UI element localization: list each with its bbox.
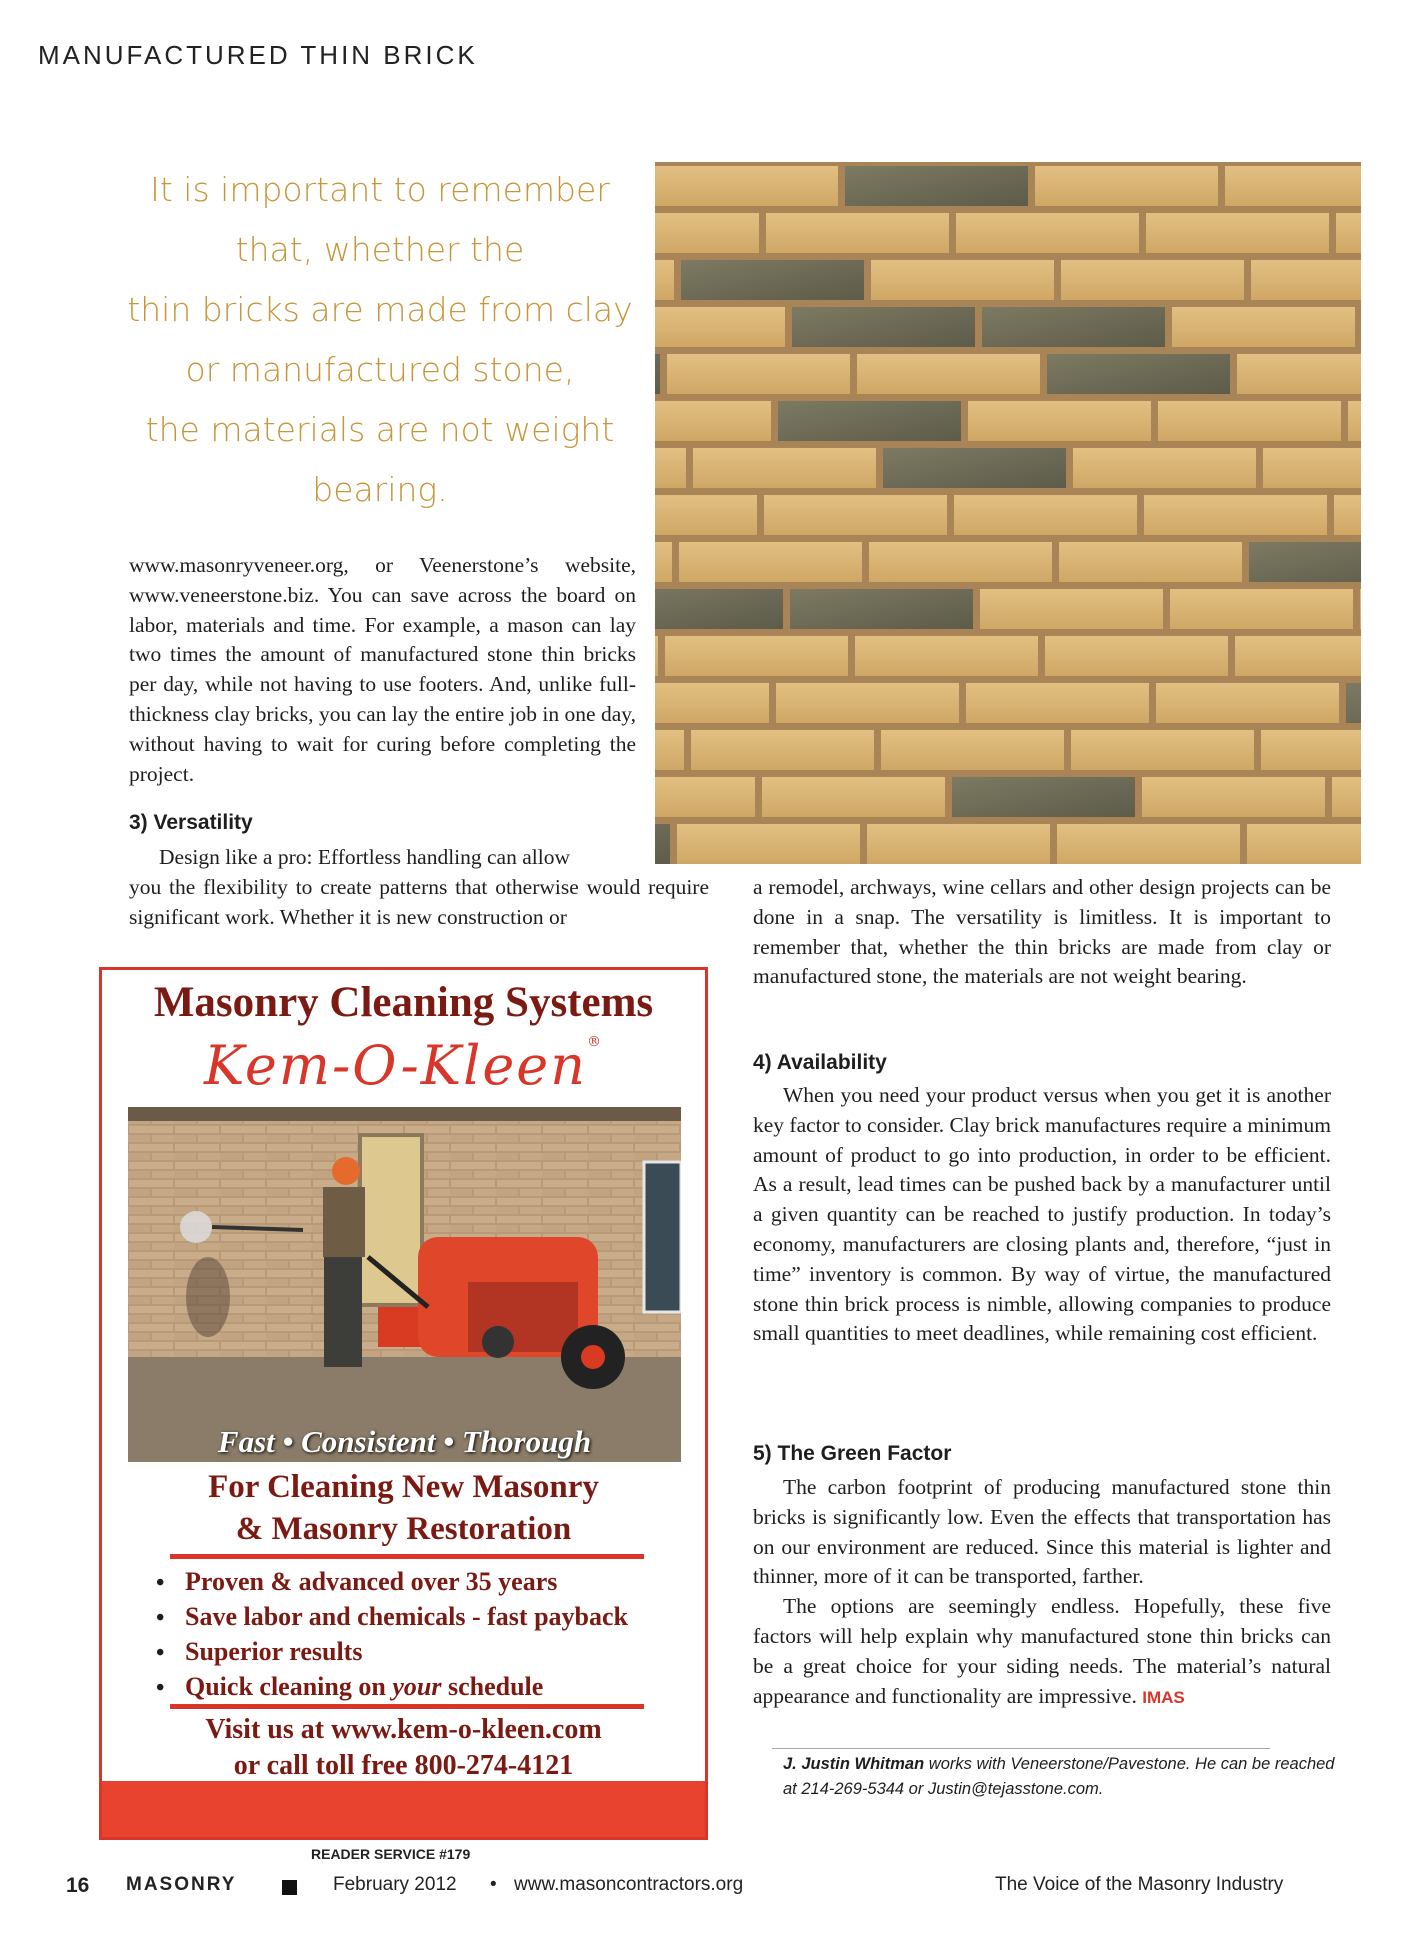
ad-photo-tagline: Fast • Consistent • Thorough <box>217 1424 592 1459</box>
brick <box>776 683 959 723</box>
pull-quote-line: the materials are not weight <box>145 410 615 449</box>
brick <box>857 354 1040 394</box>
reader-service-label: READER SERVICE #179 <box>311 1846 471 1862</box>
brick <box>952 777 1135 817</box>
brick <box>681 260 864 300</box>
section-label: MANUFACTURED THIN BRICK <box>38 40 478 70</box>
brick <box>1348 401 1361 441</box>
ad-benefits-list <box>156 1565 696 1705</box>
author-divider <box>772 1748 1270 1749</box>
brick <box>1035 166 1218 206</box>
author-description: works with Veneerstone/Pavestone. He can be reached at 214-269-5344 or Justin@tejasstone.com. <box>783 1755 1335 1798</box>
page-number: 16 <box>66 1874 90 1897</box>
brick <box>790 589 973 629</box>
brick <box>1146 213 1329 253</box>
brick <box>1261 730 1361 770</box>
versatility-left-text: you the flexibility to create patterns that otherwise would require significant work. Whether it is new construction or <box>129 875 709 929</box>
brick <box>1061 260 1244 300</box>
footer-square-icon <box>282 1880 297 1895</box>
brick <box>1332 777 1361 817</box>
ad-divider-bottom <box>170 1704 644 1709</box>
brick <box>655 777 755 817</box>
brick <box>1172 307 1355 347</box>
brick-wall-photo <box>655 162 1361 864</box>
list-item: • Save labor and chemicals - fast payback <box>156 1600 696 1635</box>
brick <box>968 401 1151 441</box>
brick <box>1057 824 1240 864</box>
end-mark: IMAS <box>1142 1687 1185 1707</box>
list-item: • Proven & advanced over 35 years <box>156 1565 696 1600</box>
brick <box>1235 636 1361 676</box>
list-item: • Quick cleaning on your schedule <box>156 1670 696 1705</box>
brick <box>655 542 672 582</box>
brick <box>1073 448 1256 488</box>
green-factor-paragraph-1: The carbon footprint of producing manufactured stone thin bricks is significantly low. Even the effects that transportation has on our environment are reduced. Since this material is lighter and thinner, more of it can be transported, farther. <box>753 1475 1331 1589</box>
brick <box>655 307 785 347</box>
footer-bullet: • <box>490 1874 497 1895</box>
list-item: • Superior results <box>156 1635 696 1670</box>
brick <box>1144 495 1327 535</box>
registered-mark: ® <box>587 1034 604 1050</box>
brick <box>655 213 759 253</box>
footer-website-link[interactable]: www.masoncontractors.org <box>514 1874 744 1895</box>
brick <box>1047 354 1230 394</box>
issue-date: February 2012 <box>333 1874 457 1895</box>
ad-phone[interactable]: or call toll free 800-274-4121 <box>233 1750 574 1781</box>
brick <box>693 448 876 488</box>
brick <box>1059 542 1242 582</box>
brick <box>1334 495 1361 535</box>
section-heading-versatility: 3) Versatility <box>129 811 253 834</box>
pull-quote-line: It is important to remember <box>150 170 610 209</box>
pull-quote-line: that, whether the <box>235 230 525 269</box>
brick <box>855 636 1038 676</box>
brick <box>982 307 1165 347</box>
section-heading-green-factor: 5) The Green Factor <box>753 1442 952 1465</box>
intro-paragraph: www.masonryveneer.org, or Veenerstone’s website, www.veneerstone.biz. You can save across the board on labor, materials and time. For example, a mason can lay two times the amount of manufactured stone thin bricks per day, while not having to use footers. And, unlike full-thickness clay bricks, you can lay the entire job in one day, without having to wait for curing before completing the project. <box>129 553 636 786</box>
worker-cleaning-illustration <box>128 1107 681 1462</box>
pull-quote <box>120 160 640 520</box>
ad-subtitle: For Cleaning New Masonry & Masonry Restoration <box>208 1469 599 1547</box>
brick <box>655 730 684 770</box>
brick <box>655 448 686 488</box>
section-heading-availability: 4) Availability <box>753 1051 887 1074</box>
brick <box>1142 777 1325 817</box>
brick <box>1247 824 1361 864</box>
brick <box>1263 448 1361 488</box>
ad-bottom-bar <box>102 1781 705 1837</box>
brick <box>869 542 1052 582</box>
brick <box>1360 589 1361 629</box>
ad-divider-top <box>170 1554 644 1559</box>
ad-title: Masonry Cleaning Systems <box>153 979 654 1026</box>
brick <box>1156 683 1339 723</box>
ad-contact-info[interactable] <box>102 1712 705 1784</box>
brick <box>691 730 874 770</box>
ad-website-link[interactable]: Visit us at www.kem-o-kleen.com <box>205 1714 602 1745</box>
brick <box>677 824 860 864</box>
brick <box>1225 166 1361 206</box>
brick <box>980 589 1163 629</box>
magazine-name: MASONRY <box>126 1874 237 1895</box>
brick <box>883 448 1066 488</box>
brick <box>655 589 783 629</box>
ad-logo: Kem-O-Kleen® <box>203 1034 604 1097</box>
brick <box>679 542 862 582</box>
brick <box>655 166 838 206</box>
brick <box>1336 213 1361 253</box>
pull-quote-line: bearing. <box>312 470 448 509</box>
brick <box>766 213 949 253</box>
pull-quote-line: or manufactured stone, <box>185 350 575 389</box>
brick <box>792 307 975 347</box>
brick <box>881 730 1064 770</box>
brick <box>1071 730 1254 770</box>
brick <box>762 777 945 817</box>
versatility-right-text: a remodel, archways, wine cellars and other design projects can be done in a snap. The versatility is limitless. It is important to remember that, whether the thin bricks are made from clay or manufactured stone, the materials are not weight bearing. <box>753 875 1331 989</box>
brick <box>867 824 1050 864</box>
pull-quote-line: thin bricks are made from clay <box>127 290 633 329</box>
brick <box>655 260 674 300</box>
brick-wall-illustration <box>655 162 1361 864</box>
versatility-first-line: Design like a pro: Effortless handling can allow <box>159 845 570 869</box>
brick <box>655 824 670 864</box>
ad-cleaning-photo <box>128 1107 681 1462</box>
brick <box>655 683 769 723</box>
brick <box>764 495 947 535</box>
author-bio <box>783 1752 1343 1802</box>
brick <box>655 401 771 441</box>
brick <box>655 354 660 394</box>
author-name: J. Justin Whitman <box>783 1755 925 1773</box>
brick <box>1249 542 1361 582</box>
brick <box>1045 636 1228 676</box>
brick <box>1170 589 1353 629</box>
availability-text: When you need your product versus when you get it is another key factor to consider. Clay brick manufactures require a minimum amount of product to go into production, in order to be efficient. As a result, lead times can be pushed back by a manufacturer until a given quantity can be reached to justify production. In today’s economy, manufacturers are closing plants and, therefore, “just in time” inventory is common. By way of virtue, the manufactured stone thin brick process is nimble, allowing companies to produce small quantities to meet deadlines, while remaining cost efficient. <box>753 1083 1331 1346</box>
brick <box>1158 401 1341 441</box>
brick <box>1251 260 1361 300</box>
brick <box>966 683 1149 723</box>
footer-tagline: The Voice of the Masonry Industry <box>995 1874 1284 1895</box>
brick <box>1346 683 1361 723</box>
brick <box>845 166 1028 206</box>
brick <box>871 260 1054 300</box>
green-factor-paragraph-2: The options are seemingly endless. Hopefully, these five factors will help explain why manufactured stone thin bricks can be a great choice for your siding needs. The material’s natural appearance and functionality are impressive. IMAS <box>753 1594 1331 1708</box>
kem-o-kleen-advertisement[interactable] <box>99 967 708 1840</box>
brick <box>778 401 961 441</box>
brick <box>655 495 757 535</box>
brick <box>655 636 658 676</box>
brick <box>954 495 1137 535</box>
green-factor-text <box>753 1473 1331 1712</box>
brick <box>665 636 848 676</box>
brick <box>1237 354 1361 394</box>
brick <box>667 354 850 394</box>
brick <box>956 213 1139 253</box>
